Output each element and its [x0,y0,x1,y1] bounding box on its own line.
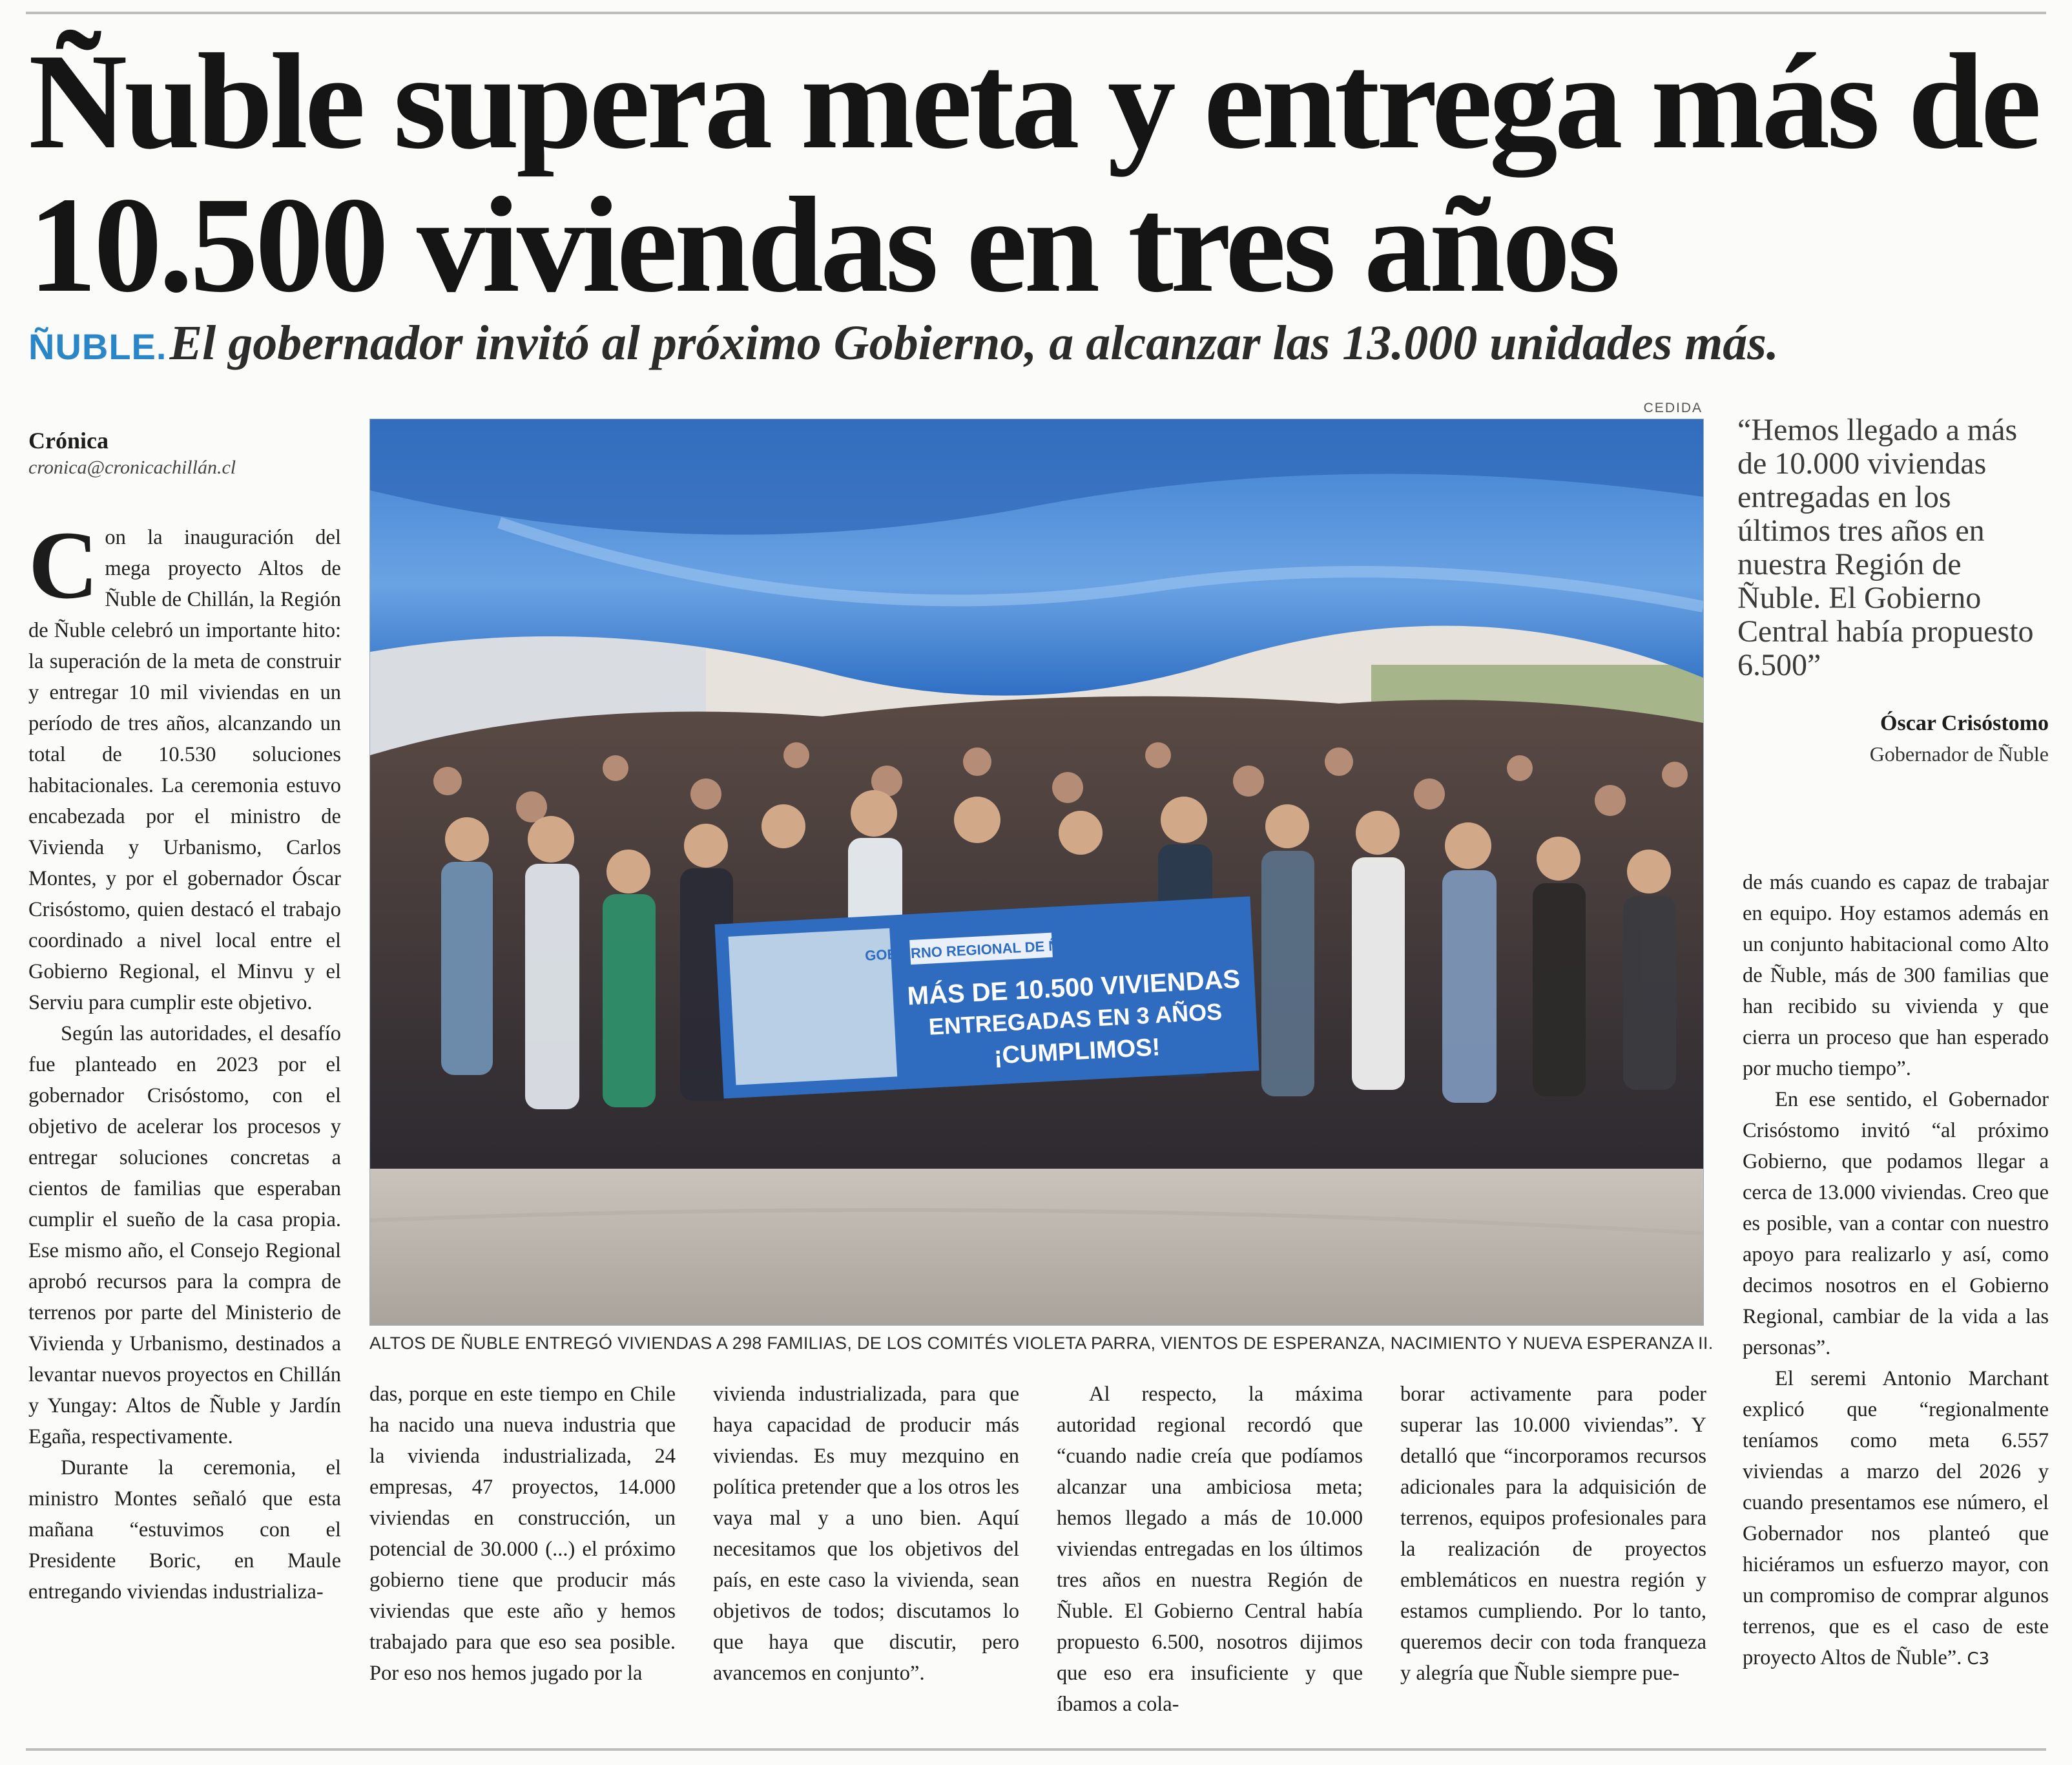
paragraph: vivienda industrializada, para que haya capacidad de producir más viviendas. Es muy mezquino en política pretender que a los otros les vaya mal y a uno bien. Aquí necesitamos que los objetivos del país, en este caso la vivienda, sean objetivos de todos; discutamos lo que haya que discutir, pero avancemos en conjunto”. [713,1383,1019,1685]
paragraph: de más cuando es capaz de trabajar en equipo. Hoy estamos además en un conjunto habitacional como Alto de Ñuble, más de 300 familias que han recibido su vivienda y que cierra un proceso que han esperado por mucho tiempo”. [1743,871,2049,1080]
article-column-4 [1057,1379,1363,1740]
paragraph [1743,1363,2049,1675]
lead-paragraph [28,522,341,1018]
paragraph: das, porque en este tiempo en Chile ha nacido una nueva industria que la vivienda industrializada, 24 empresas, 47 proyectos, 14.000 viviendas en construcción, un potencial de 30.000 (...) el próximo gobierno tiene que producir más viviendas que este año y hemos trabajado para que eso sea posible. Por eso nos hemos jugado por la [369,1383,676,1685]
photo-caption: ALTOS DE ÑUBLE ENTREGÓ VIVIENDAS A 298 FAMILIAS, DE LOS COMITÉS VIOLETA PARRA, VIENTOS DE ESPERANZA, NACIMIENTO Y NUEVA ESPERANZA II. [369,1333,1714,1353]
byline-name: Crónica [28,428,109,454]
article-column-5 [1400,1379,1706,1740]
paragraph-text: El seremi Antonio Marchant explicó que “regionalmente teníamos como meta 6.557 viviendas a marzo del 2026 y cuando presentamos ese número, el Gobernador nos planteó que hiciéramos un esfuerzo mayor, con un compromiso de comprar algunos terrenos, que es el caso de este proyecto Altos de Ñuble”. [1743,1367,2049,1669]
photo-banner [715,896,1259,1098]
dropcap: C [28,522,99,619]
paragraph-text: on la inauguración del mega proyecto Altos de Ñuble de Chillán, la Región de Ñuble celebró un importante hito: la superación de la meta de construir y entregar 10 mil viviendas en un período de tres años, alcanzando un total de 10.530 soluciones habitacionales. La ceremonia estuvo encabezada por el ministro de Vivienda y Urbanismo, Carlos Montes, y por el gobernador Óscar Crisóstomo, quien destacó el trabajo coordinado a nivel local entre el Gobierno Regional, el Minvu y el Serviu para cumplir este objetivo. [28,526,341,1014]
deck [28,315,2044,371]
deck-text: El gobernador invitó al próximo Gobierno, a alcanzar las 13.000 unidades más. [169,316,1779,370]
paragraph: En ese sentido, el Gobernador Crisóstomo invitó “al próximo Gobierno, que podamos llegar a cerca de 13.000 viviendas. Creo que es posible, van a contar con nuestro apoyo para realizarlo y así, como decimos nosotros en el Gobierno Regional, cambiar de la vida a las personas”. [1743,1088,2049,1359]
article-column-3 [713,1379,1019,1740]
headline: Ñuble supera meta y entrega más de 10.500 viviendas en tres años [28,25,2038,320]
pull-quote: “Hemos llegado a más de 10.000 viviendas entregadas en los últimos tres años en nuestra Región de Ñuble. El Gobierno Central había propuesto 6.500” [1737,413,2034,682]
paragraph: Al respecto, la máxima autoridad regional recordó que “cuando nadie creía que podíamos alcanzar una ambiciosa meta; hemos llegado a más de 10.000 viviendas entregadas en los últimos tres años en nuestra Región de Ñuble. El Gobierno Central había propuesto 6.500, nosotros dijimos que eso era insuficiente y que íbamos a cola- [1057,1383,1363,1716]
paragraph: Durante la ceremonia, el ministro Montes señaló que esta mañana “estuvimos con el Presidente Boric, en Maule entregando viviendas industrializa- [28,1456,341,1603]
end-mark: C3 [1967,1649,1990,1669]
paragraph: borar activamente para poder superar las 10.000 viviendas”. Y detalló que “incorporamos recursos adicionales para la adquisición de terrenos, equipos profesionales para la realización de proyectos emblemáticos en nuestra región y estamos cumpliendo. Por lo tanto, queremos decir con toda franqueza y alegría que Ñuble siempre pue- [1400,1383,1706,1685]
pull-quote-role: Gobernador de Ñuble [1869,742,2049,766]
photo-credit: CEDIDA [1643,401,1703,415]
deck-region-tag: ÑUBLE. [28,326,167,367]
paragraph: Según las autoridades, el desafío fue planteado en 2023 por el gobernador Crisóstomo, con el objetivo de acelerar los procesos y entregar soluciones concretas a cientos de familias que esperaban cumplir el sueño de la casa propia. Ese mismo año, el Consejo Regional aprobó recursos para la compra de terrenos por parte del Ministerio de Vivienda y Urbanismo, destinados a levantar nuevos proyectos en Chillán y Yungay: Altos de Ñuble y Jardín Egaña, respectivamente. [28,1022,341,1448]
svg-text:ENTREGADAS EN 3 AÑOS: ENTREGADAS EN 3 AÑOS [927,998,1223,1040]
article-column-6 [1743,867,2049,1740]
bottom-rule [26,1748,2046,1751]
svg-text:MÁS DE 10.500 VIVIENDAS: MÁS DE 10.500 VIVIENDAS [906,965,1241,1011]
top-rule [26,12,2046,14]
article-column-2 [369,1379,676,1740]
svg-text:GOBIERNO REGIONAL DE ÑUBLE: GOBIERNO REGIONAL DE ÑUBLE [864,935,1098,964]
event-photo [369,419,1704,1326]
pull-quote-name: Óscar Crisóstomo [1880,711,2049,735]
byline [28,426,338,481]
byline-email: cronica@cronicachillán.cl [28,457,236,478]
article-column-1 [28,522,341,1737]
svg-text:¡CUMPLIMOS!: ¡CUMPLIMOS! [993,1034,1161,1070]
